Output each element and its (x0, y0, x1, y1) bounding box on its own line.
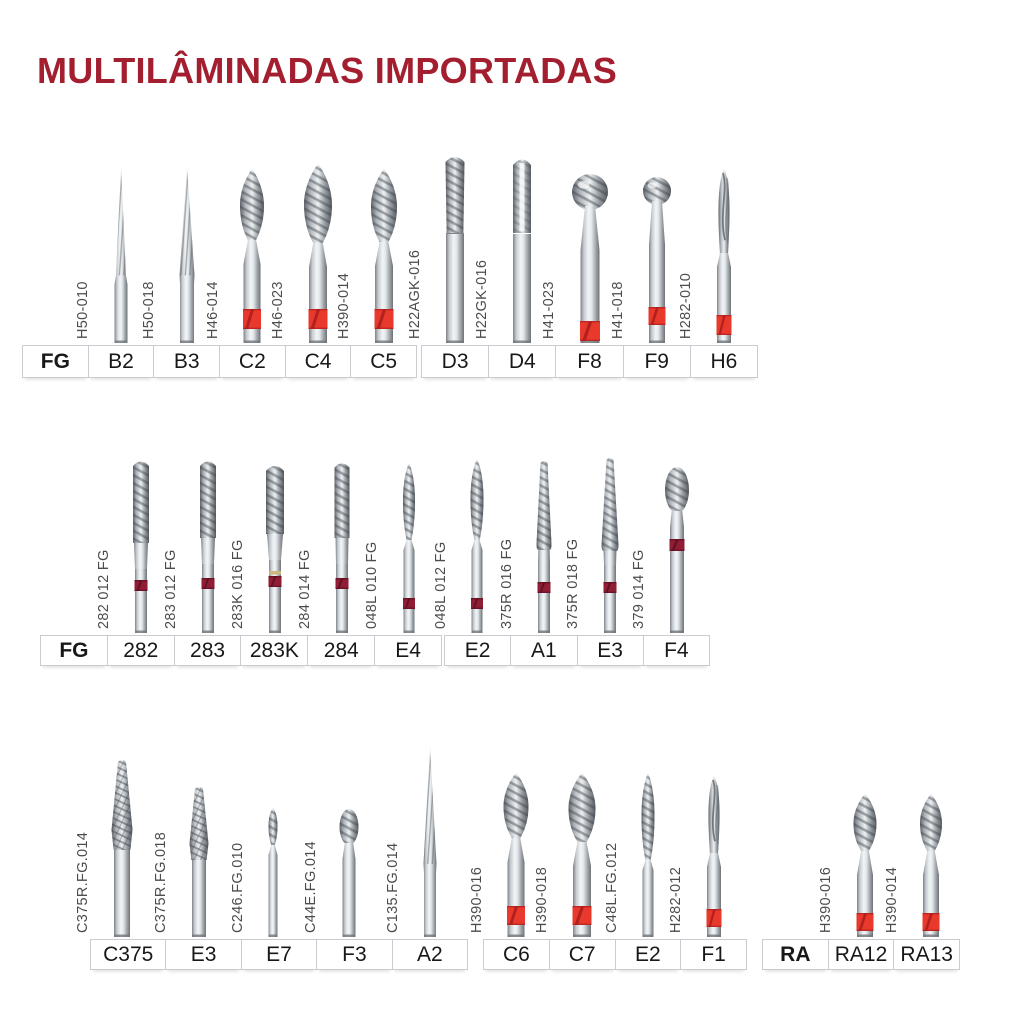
spec-table (762, 939, 960, 970)
bur-product (909, 793, 953, 937)
bur-illustration (165, 165, 209, 343)
bur-product (177, 785, 221, 937)
bur-code-label: 375R 018 FG (565, 538, 582, 629)
bur-illustration (362, 168, 406, 343)
spec-cell: B2 (88, 345, 155, 378)
bur-illustration (408, 745, 452, 937)
bur-code-label: H390-018 (534, 866, 550, 933)
bur-product (588, 455, 632, 633)
bur-code-label: H390-014 (336, 272, 353, 339)
bur-product (408, 745, 452, 937)
bur-illustration (500, 157, 544, 343)
spec-cell: F9 (623, 345, 691, 378)
bur-product (433, 155, 477, 343)
bur-code-label: 283 012 FG (162, 549, 179, 629)
spec-cell: E3 (577, 635, 644, 666)
bur-code-label: H22AGK-016 (406, 249, 423, 339)
bur-product (230, 168, 274, 343)
spec-table (90, 939, 468, 970)
bur-product (843, 793, 887, 937)
bur-code-label: 379 014 FG (630, 549, 647, 629)
bur-code-label: H50-010 (75, 281, 92, 339)
spec-cell: C375 (90, 939, 166, 970)
spec-cell: 283K (240, 635, 308, 666)
bur-product (655, 465, 699, 633)
bur-code-label: 048L 010 FG (364, 541, 380, 629)
bur-product (635, 175, 679, 343)
bur-code-label: 282 012 FG (95, 549, 112, 629)
bur-product (296, 163, 340, 343)
bur-illustration (702, 168, 746, 343)
bur-product (702, 168, 746, 343)
bur-code-label: 284 014 FG (296, 549, 313, 629)
spec-cell: A1 (510, 635, 577, 666)
spec-table (483, 939, 747, 970)
bur-product (251, 807, 295, 937)
spec-cell: E3 (165, 939, 241, 970)
spec-cell: C2 (219, 345, 286, 378)
bur-product (500, 157, 544, 343)
bur-product (186, 458, 230, 633)
bur-illustration (387, 462, 431, 633)
bur-illustration (522, 458, 566, 633)
bur-illustration (296, 163, 340, 343)
bur-product (362, 168, 406, 343)
bur-product (99, 165, 143, 343)
bur-illustration (186, 458, 230, 633)
bur-illustration (692, 775, 736, 937)
spec-cell: E7 (241, 939, 317, 970)
bur-illustration (327, 807, 371, 937)
bur-illustration (588, 455, 632, 633)
bur-code-label: H46-014 (204, 281, 221, 339)
bur-illustration (99, 165, 143, 343)
bur-product (387, 462, 431, 633)
bur-code-label: C48L.FG.012 (603, 842, 620, 933)
group-label-cell: RA (762, 939, 829, 970)
bur-product (253, 462, 297, 633)
bur-code-label: C135.FG.014 (385, 842, 402, 933)
bur-code-label: 048L 012 FG (432, 541, 449, 629)
spec-cell: RA12 (828, 939, 895, 970)
bur-illustration (253, 462, 297, 633)
bur-illustration (320, 460, 364, 633)
bur-code-label: C44E.FG.014 (303, 841, 320, 933)
spec-cell: C7 (549, 939, 616, 970)
spec-cell: E4 (374, 635, 442, 666)
bur-illustration (494, 772, 538, 937)
spec-cell: B3 (153, 345, 220, 378)
spec-cell: 284 (307, 635, 375, 666)
bur-code-label: H50-018 (140, 281, 157, 339)
bur-illustration (626, 772, 670, 937)
bur-illustration (843, 793, 887, 937)
bur-code-label: C246.FG.010 (229, 842, 246, 933)
bur-illustration (433, 155, 477, 343)
spec-cell: F3 (316, 939, 392, 970)
bur-code-label: H22GK-016 (474, 259, 491, 339)
bur-product (119, 458, 163, 633)
bur-product (165, 165, 209, 343)
bur-product (494, 772, 538, 937)
spec-table (40, 635, 442, 666)
bur-product (568, 172, 612, 343)
bur-illustration (251, 807, 295, 937)
bur-code-label: H46-023 (270, 281, 287, 339)
bur-code-label: H390-016 (818, 866, 834, 933)
bur-illustration (655, 465, 699, 633)
bur-code-label: H282-010 (678, 272, 695, 339)
bur-illustration (635, 175, 679, 343)
bur-code-label: H282-012 (668, 866, 684, 933)
bur-code-label: 375R 016 FG (498, 538, 515, 629)
spec-cell: 283 (174, 635, 242, 666)
spec-cell: RA13 (893, 939, 960, 970)
bur-code-label: H41-023 (541, 281, 557, 339)
group-label-cell: FG (40, 635, 108, 666)
bur-illustration (177, 785, 221, 937)
bur-illustration (230, 168, 274, 343)
bur-code-label: 283K 016 FG (229, 539, 246, 629)
bur-illustration (568, 172, 612, 343)
spec-cell: 282 (107, 635, 175, 666)
bur-illustration (100, 758, 144, 937)
spec-table (421, 345, 758, 378)
spec-cell: F8 (555, 345, 623, 378)
spec-cell: D3 (421, 345, 489, 378)
bur-product (692, 775, 736, 937)
bur-product (320, 460, 364, 633)
spec-cell: D4 (488, 345, 556, 378)
spec-cell: F1 (680, 939, 747, 970)
bur-product (560, 772, 604, 937)
bur-code-label: C375R.FG.018 (153, 831, 170, 933)
bur-product (522, 458, 566, 633)
page-title: MULTILÂMINADAS IMPORTADAS (37, 50, 618, 91)
spec-cell: A2 (392, 939, 468, 970)
spec-cell: C6 (483, 939, 550, 970)
bur-product (626, 772, 670, 937)
bur-product (455, 458, 499, 633)
bur-illustration (119, 458, 163, 633)
spec-cell: F4 (643, 635, 710, 666)
bur-illustration (455, 458, 499, 633)
spec-cell: C4 (285, 345, 352, 378)
spec-cell: H6 (690, 345, 758, 378)
bur-illustration (560, 772, 604, 937)
bur-code-label: H41-018 (609, 281, 626, 339)
bur-code-label: H390-016 (468, 866, 485, 933)
spec-cell: E2 (615, 939, 682, 970)
spec-table (22, 345, 417, 378)
spec-cell: E2 (444, 635, 511, 666)
spec-cell: C5 (350, 345, 417, 378)
bur-product (100, 758, 144, 937)
bur-code-label: C375R.FG.014 (74, 831, 91, 933)
bur-code-label: H390-014 (884, 866, 900, 933)
bur-illustration (909, 793, 953, 937)
spec-table (444, 635, 710, 666)
group-label-cell: FG (22, 345, 89, 378)
bur-product (327, 807, 371, 937)
